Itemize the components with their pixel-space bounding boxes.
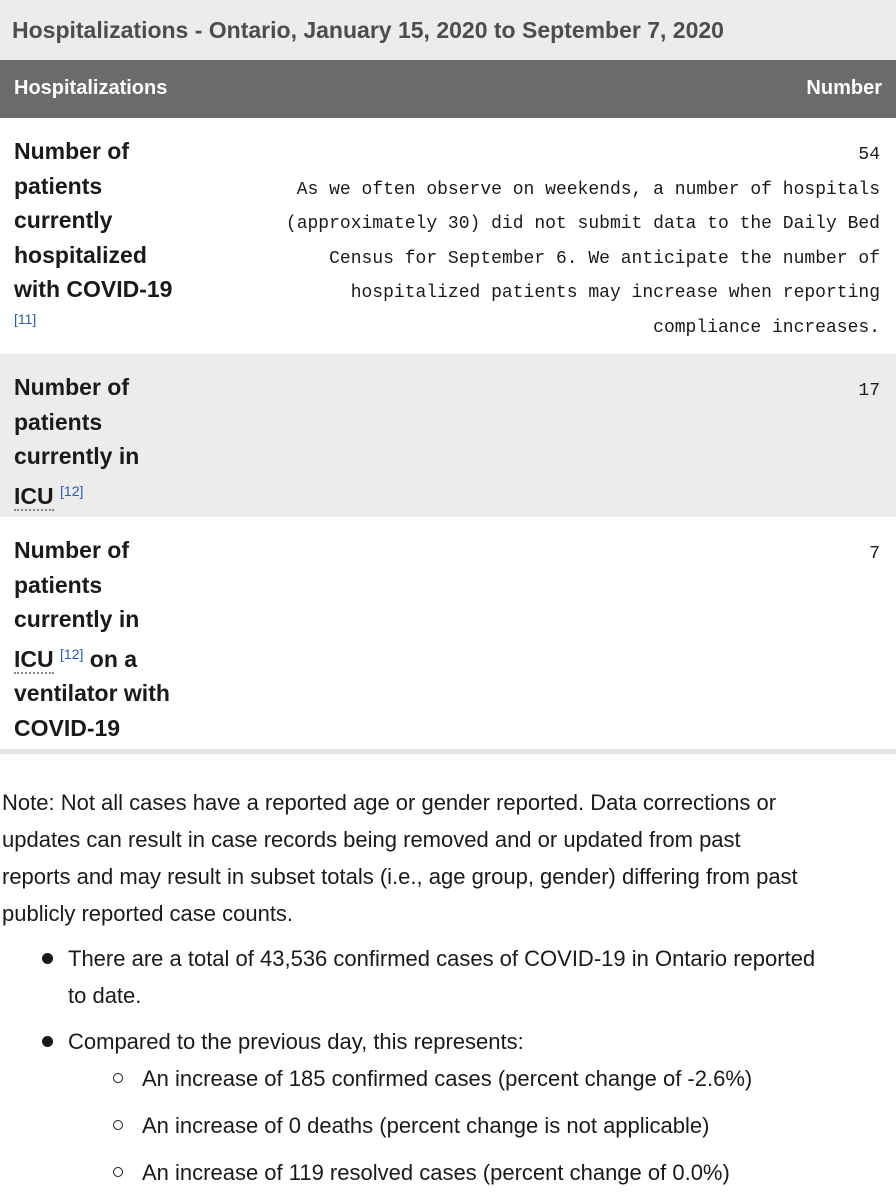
- table-header: [0, 60, 896, 118]
- footnote-link-12[interactable]: [12]: [60, 482, 84, 499]
- column-header-hospitalizations: Hospitalizations: [14, 77, 168, 99]
- icu-abbreviation[interactable]: ICU: [14, 645, 54, 672]
- sub-list-item: An increase of 0 deaths (percent change is not applicable): [142, 1113, 710, 1138]
- table-caption: Hospitalizations - Ontario, January 15, 2020 to September 7, 2020: [0, 0, 896, 60]
- row-value-cell: [200, 537, 880, 572]
- table-row: [0, 354, 896, 517]
- bullet-circle-icon: [113, 1167, 123, 1177]
- ventilator-count: 7: [869, 544, 880, 564]
- bullet-disc-icon: [42, 953, 53, 964]
- bullet-disc-icon: [42, 1036, 53, 1047]
- bullet-circle-icon: [113, 1073, 123, 1083]
- list-item: Compared to the previous day, this represents:: [68, 1029, 524, 1054]
- hospitalized-count: 54: [858, 145, 880, 165]
- column-header-number: Number: [806, 77, 882, 99]
- table-row: [0, 118, 896, 354]
- row-value-cell: [200, 374, 880, 409]
- bullet-circle-icon: [113, 1120, 123, 1130]
- icu-count: 17: [858, 381, 880, 401]
- row-header: Number of patients currently in ICU [12] on a ventilator with COVID-19: [14, 537, 170, 741]
- note-paragraph: Note: Not all cases have a reported age or gender reported. Data corrections or updates can result in case records being removed and or updated from past reports and may result in subset totals (i.e., age group, gender) differing from past publicly reported case counts.: [2, 790, 798, 926]
- row-header: Number of patients currently hospitalized with COVID-19 [11]: [14, 138, 173, 327]
- footnote-link-12[interactable]: [12]: [60, 645, 84, 662]
- table-bottom-border: [0, 749, 896, 754]
- sub-list-item: An increase of 119 resolved cases (percent change of 0.0%): [142, 1160, 730, 1185]
- table-row: [0, 517, 896, 749]
- sub-list-item: An increase of 185 confirmed cases (percent change of -2.6%): [142, 1066, 753, 1091]
- row-value-cell: 54 As we often observe on weekends, a number of hospitals (approximately 30) did not submit data to the Daily Bed Census for September 6. We anticipate the number of hospitalized patients may increase when reporting compliance increases.: [200, 138, 880, 345]
- icu-abbreviation[interactable]: ICU: [14, 482, 54, 509]
- row-header: Number of patients currently in ICU [12]: [14, 374, 140, 509]
- list-item: There are a total of 43,536 confirmed cases of COVID-19 in Ontario reported to date.: [68, 946, 816, 1008]
- footnote-link-11[interactable]: [11]: [14, 310, 37, 327]
